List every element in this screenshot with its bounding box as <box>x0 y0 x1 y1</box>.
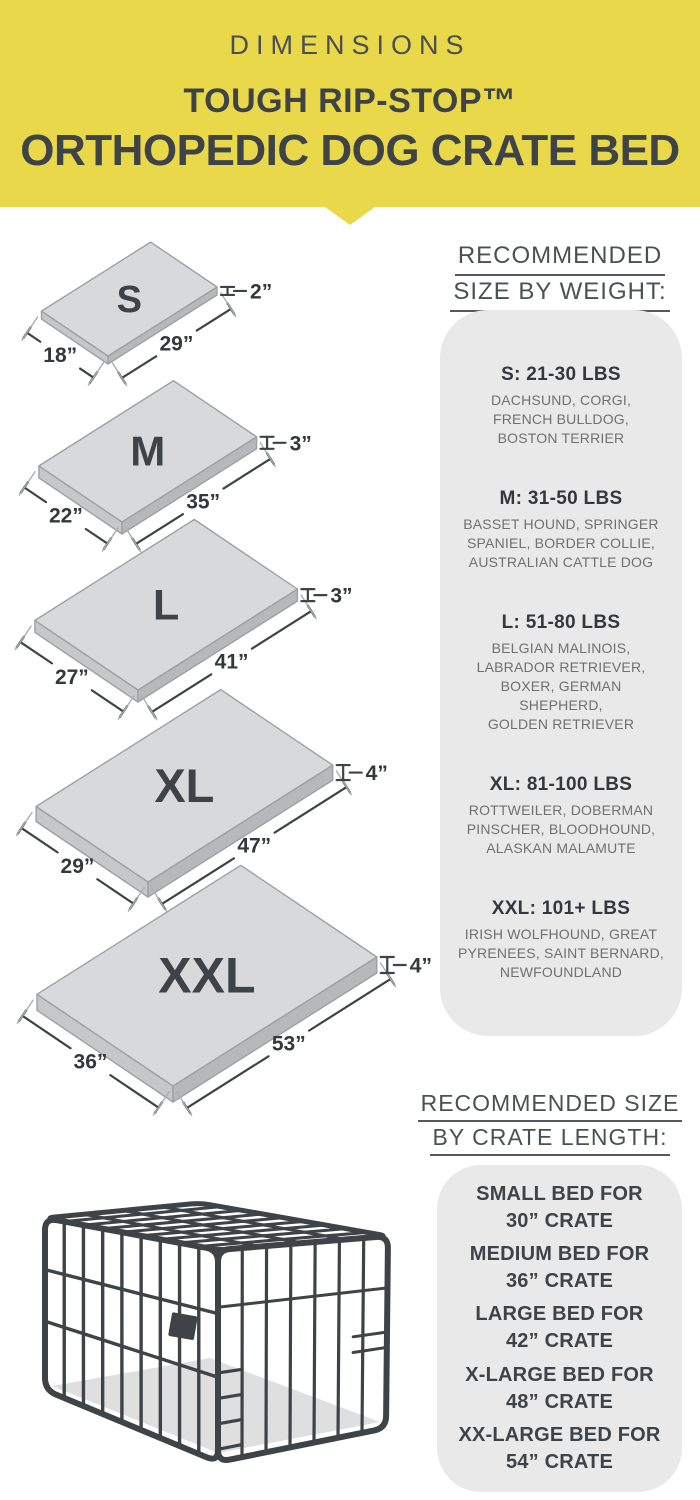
weight-panel-heading <box>430 240 690 312</box>
crate-panel <box>437 1165 682 1492</box>
page-title: ORTHOPEDIC DOG CRATE BED <box>20 126 680 175</box>
weight-entry-breeds: BELGIAN MALINOIS, LABRADOR RETRIEVER, BOXER, GERMAN SHEPHERD, GOLDEN RETRIEVER <box>476 640 646 732</box>
weight-entry-breeds: BASSET HOUND, SPRINGER SPANIEL, BORDER COLLIE, AUSTRALIAN CATTLE DOG <box>463 516 659 570</box>
header-banner <box>0 0 700 207</box>
svg-text:4”: 4” <box>409 954 432 978</box>
svg-text:47”: 47” <box>237 834 272 858</box>
crate-entry: SMALL BED FOR 30” CRATE <box>476 1183 643 1233</box>
svg-text:2”: 2” <box>250 280 273 304</box>
weight-entry-size: XL: 81-100 LBS <box>489 774 633 795</box>
weight-entry-size: L: 51-80 LBS <box>501 612 621 633</box>
weight-entry-breeds: IRISH WOLFHOUND, GREAT PYRENEES, SAINT BERNARD, NEWFOUNDLAND <box>457 926 665 980</box>
weight-entry-size: S: 21-30 LBS <box>501 364 621 385</box>
bed-diagram-s <box>22 242 272 385</box>
weight-entry <box>463 488 659 572</box>
eyebrow-dimensions: DIMENSIONS <box>229 30 471 60</box>
weight-entry-breeds: ROTTWEILER, DOBERMAN PINSCHER, BLOODHOUND, ALASKAN MALAMUTE <box>466 802 656 856</box>
weight-entry <box>477 612 646 734</box>
crate-heading-line1: RECOMMENDED SIZE <box>418 1088 683 1122</box>
crate-entry: MEDIUM BED FOR 36” CRATE <box>469 1243 650 1293</box>
svg-text:3”: 3” <box>330 584 353 608</box>
svg-text:29”: 29” <box>60 854 95 878</box>
svg-text:4”: 4” <box>365 762 388 786</box>
weight-entry-size: XXL: 101+ LBS <box>491 898 631 919</box>
crate-panel-heading <box>400 1088 700 1156</box>
svg-text:27”: 27” <box>54 665 89 689</box>
product-brand: TOUGH RIP-STOP™ <box>183 82 517 120</box>
bed-size-label: L <box>152 581 180 630</box>
pointer-triangle <box>325 207 375 225</box>
weight-heading-line2: SIZE BY WEIGHT: <box>450 276 669 312</box>
weight-entry <box>458 898 664 982</box>
weight-heading-line1: RECOMMENDED <box>455 240 665 276</box>
crate-entry: X-LARGE BED FOR 48” CRATE <box>465 1363 654 1413</box>
weight-entry <box>467 774 656 858</box>
svg-text:29”: 29” <box>159 332 194 356</box>
bed-size-label: S <box>116 278 142 321</box>
weight-panel <box>440 310 682 1036</box>
crate-heading-line2: BY CRATE LENGTH: <box>430 1122 671 1156</box>
svg-text:22”: 22” <box>48 504 83 528</box>
bed-diagram-m <box>19 381 311 552</box>
svg-text:18”: 18” <box>43 344 78 368</box>
svg-text:41”: 41” <box>214 650 249 674</box>
weight-entry <box>491 364 631 448</box>
svg-text:3”: 3” <box>289 432 312 456</box>
bed-diagram-l <box>15 520 352 720</box>
svg-text:35”: 35” <box>186 490 221 514</box>
weight-entry-breeds: DACHSUND, CORGI, FRENCH BULLDOG, BOSTON TERRIER <box>490 392 632 446</box>
bed-size-label: M <box>130 427 166 475</box>
dog-crate-illustration <box>45 1204 388 1460</box>
crate-entry: LARGE BED FOR 42” CRATE <box>475 1303 644 1353</box>
svg-text:53”: 53” <box>271 1032 306 1056</box>
bed-diagram-xxl <box>17 865 432 1115</box>
crate-entry: XX-LARGE BED FOR 54” CRATE <box>458 1423 661 1473</box>
bed-size-label: XL <box>154 758 215 812</box>
svg-text:36”: 36” <box>73 1050 108 1074</box>
bed-size-label: XXL <box>158 947 256 1004</box>
bed-diagram-xl <box>16 690 387 912</box>
weight-entry-size: M: 31-50 LBS <box>499 488 623 509</box>
